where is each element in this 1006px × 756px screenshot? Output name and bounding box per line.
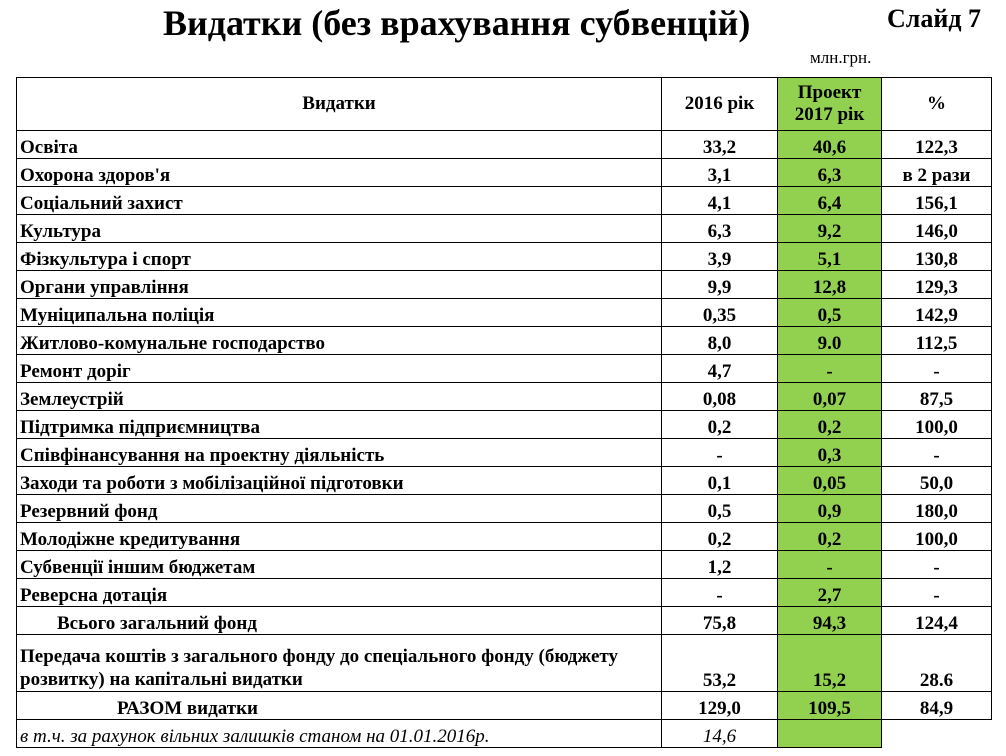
row-label: Резервний фонд [17, 495, 662, 523]
value-percent: 180,0 [882, 495, 992, 523]
value-2017: 0,07 [778, 383, 882, 411]
value-percent: - [882, 551, 992, 579]
value-2016: 1,2 [662, 551, 778, 579]
value-percent: 112,5 [882, 327, 992, 355]
value-percent: - [882, 439, 992, 467]
row-label: Ремонт доріг [17, 355, 662, 383]
footnote-row [17, 720, 992, 748]
value-2017: 0,2 [778, 523, 882, 551]
table-row [17, 271, 992, 299]
row-label: Житлово-комунальне господарство [17, 327, 662, 355]
value-2016: 4,1 [662, 187, 778, 215]
value-2016: - [662, 579, 778, 607]
value-percent: 130,8 [882, 243, 992, 271]
table-row [17, 187, 992, 215]
footnote-value-percent [882, 720, 992, 748]
row-label: Соціальний захист [17, 187, 662, 215]
total-general-row [17, 607, 992, 635]
row-label: Фізкультура і спорт [17, 243, 662, 271]
row-label: Охорона здоров'я [17, 159, 662, 187]
value-percent: 28.6 [882, 635, 992, 692]
value-2017: 6,4 [778, 187, 882, 215]
value-2016: 8,0 [662, 327, 778, 355]
row-label: Субвенції іншим бюджетам [17, 551, 662, 579]
value-2017: 9.0 [778, 327, 882, 355]
value-2016: 0,35 [662, 299, 778, 327]
value-2016: 9,9 [662, 271, 778, 299]
table-row [17, 215, 992, 243]
value-percent: 124,4 [882, 607, 992, 635]
table-row [17, 411, 992, 439]
row-label: Підтримка підприємництва [17, 411, 662, 439]
value-2016: 0,5 [662, 495, 778, 523]
value-2017: 0,2 [778, 411, 882, 439]
table-row [17, 159, 992, 187]
row-label: Співфінансування на проектну діяльність [17, 439, 662, 467]
table-row [17, 579, 992, 607]
value-percent: в 2 рази [882, 159, 992, 187]
value-2017: 15,2 [778, 635, 882, 692]
row-label: Молодіжне кредитування [17, 523, 662, 551]
value-percent: 129,3 [882, 271, 992, 299]
expenses-table [16, 77, 992, 748]
row-label: Культура [17, 215, 662, 243]
value-2016: 6,3 [662, 215, 778, 243]
column-header-2016: 2016 рік [662, 78, 778, 131]
value-percent: - [882, 355, 992, 383]
value-2016: - [662, 439, 778, 467]
value-2017: 9,2 [778, 215, 882, 243]
value-2016: 129,0 [662, 692, 778, 720]
row-label: Освіта [17, 131, 662, 159]
value-2016: 0,2 [662, 411, 778, 439]
value-2016: 75,8 [662, 607, 778, 635]
table-row [17, 523, 992, 551]
value-2017: 0,3 [778, 439, 882, 467]
value-percent: 146,0 [882, 215, 992, 243]
value-2017: 94,3 [778, 607, 882, 635]
table-row [17, 467, 992, 495]
row-label: Передача коштів з загального фонду до спеціального фонду (бюджету розвитку) на капітальні видатки [17, 635, 662, 692]
table-header-row [17, 78, 992, 131]
value-2017: 0,9 [778, 495, 882, 523]
value-2017: 6,3 [778, 159, 882, 187]
row-label: Заходи та роботи з мобілізаційної підготовки [17, 467, 662, 495]
slide-number: Слайд 7 [887, 4, 981, 33]
value-2016: 3,1 [662, 159, 778, 187]
value-percent: 122,3 [882, 131, 992, 159]
value-2017: - [778, 355, 882, 383]
unit-label: млн.грн. [810, 48, 872, 67]
page-title: Видатки (без врахування субвенцій) [163, 3, 751, 43]
column-header-name: Видатки [17, 78, 662, 131]
table-row [17, 243, 992, 271]
value-percent: - [882, 579, 992, 607]
value-2017: 12,8 [778, 271, 882, 299]
table-row [17, 495, 992, 523]
row-label: Всього загальний фонд [17, 607, 662, 635]
value-2016: 0,08 [662, 383, 778, 411]
table-row [17, 355, 992, 383]
value-2017: 5,1 [778, 243, 882, 271]
value-2017: 0,05 [778, 467, 882, 495]
value-2016: 4,7 [662, 355, 778, 383]
value-2016: 53,2 [662, 635, 778, 692]
value-2017: 0,5 [778, 299, 882, 327]
table-row [17, 383, 992, 411]
footnote-label: в т.ч. за рахунок вільних залишків станом на 01.01.2016р. [17, 720, 662, 748]
row-label: Реверсна дотація [17, 579, 662, 607]
value-percent: 156,1 [882, 187, 992, 215]
value-percent: 50,0 [882, 467, 992, 495]
table-row [17, 131, 992, 159]
value-2016: 0,2 [662, 523, 778, 551]
grand-total-row [17, 692, 992, 720]
value-2016: 0,1 [662, 467, 778, 495]
value-percent: 142,9 [882, 299, 992, 327]
value-percent: 100,0 [882, 411, 992, 439]
value-2017: 109,5 [778, 692, 882, 720]
value-2016: 3,9 [662, 243, 778, 271]
transfer-row [17, 635, 992, 692]
row-label: Землеустрій [17, 383, 662, 411]
table-row [17, 327, 992, 355]
table-row [17, 439, 992, 467]
value-percent: 87,5 [882, 383, 992, 411]
value-2017: - [778, 551, 882, 579]
value-2016: 33,2 [662, 131, 778, 159]
table-row [17, 551, 992, 579]
row-label: Муніципальна поліція [17, 299, 662, 327]
value-percent: 100,0 [882, 523, 992, 551]
value-2017: 40,6 [778, 131, 882, 159]
row-label: РАЗОМ видатки [17, 692, 662, 720]
column-header-2017: Проект 2017 рік [778, 78, 882, 131]
table-row [17, 299, 992, 327]
footnote-value-2017 [778, 720, 882, 748]
value-percent: 84,9 [882, 692, 992, 720]
value-2017: 2,7 [778, 579, 882, 607]
column-header-percent: % [882, 78, 992, 131]
row-label: Органи управління [17, 271, 662, 299]
footnote-value-2016: 14,6 [662, 720, 778, 748]
